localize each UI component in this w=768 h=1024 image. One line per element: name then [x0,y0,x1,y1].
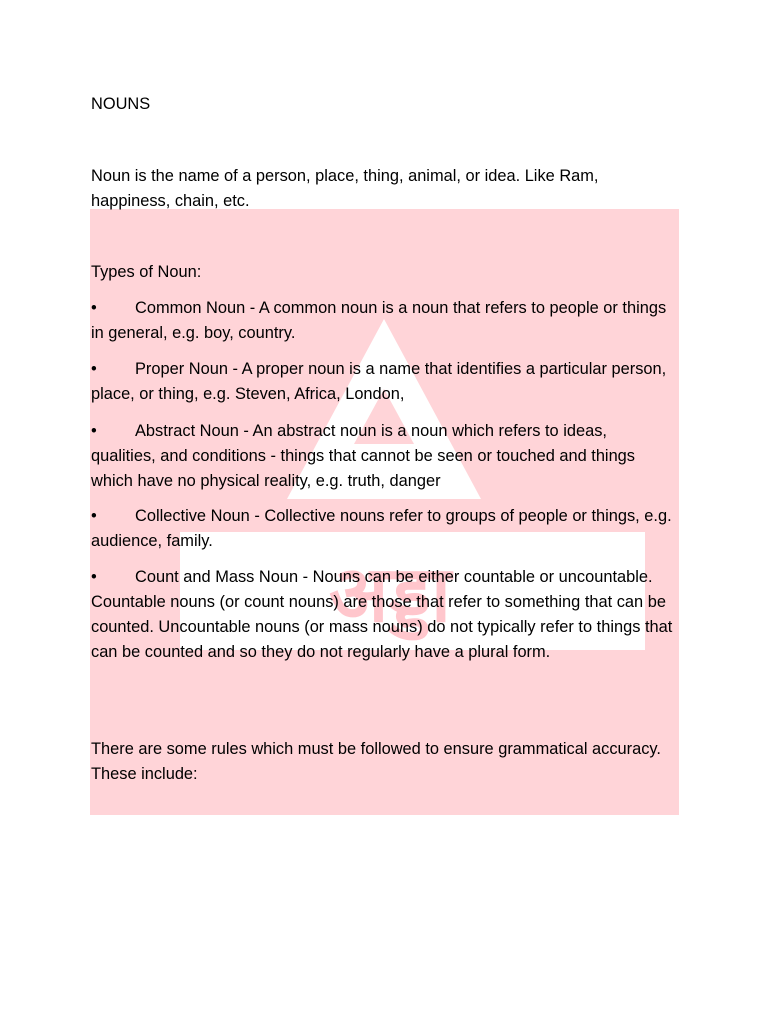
bullet-proper-noun [91,357,676,407]
noun-definition: Noun is the name of a person, place, thing, animal, or idea. Like Ram, happiness, chain, etc. [91,167,599,210]
types-heading: Types of Noun: [91,263,202,281]
bullet-mark: • [91,360,97,378]
bullet-text: Common Noun - A common noun is a noun that refers to people or things in general, e.g. boy, country. [91,299,667,342]
document-title: NOUNS [91,95,151,113]
bullet-mark: • [91,568,97,586]
bullet-abstract-noun [91,419,676,494]
bullet-common-noun [91,296,676,346]
watermark-logo-text: अड्डा [328,550,452,640]
bullet-text: Collective Noun - Collective nouns refer to groups of people or things, e.g. audience, family. [91,507,672,550]
bullet-mark: • [91,507,97,525]
bullet-text: Abstract Noun - An abstract noun is a noun which refers to ideas, qualities, and conditions - things that cannot be seen or touched and things which have no physical reality, e.g. truth, danger [91,422,635,490]
bullet-mark: • [91,299,97,317]
rules-intro: There are some rules which must be followed to ensure grammatical accuracy. These include: [91,740,661,783]
bullet-mark: • [91,422,97,440]
bullet-collective-noun [91,504,676,554]
bullet-text: Proper Noun - A proper noun is a name that identifies a particular person, place, or thing, e.g. Steven, Africa, London, [91,360,667,403]
bullet-text: Count and Mass Noun - Nouns can be either countable or uncountable. Countable nouns (or count nouns) are those that refer to something that can be counted. Uncountable nouns (or mass nouns) do not typically refer to things that can be counted and so they do not regularly have a plural form. [91,568,673,661]
bullet-count-mass-noun [91,565,676,665]
